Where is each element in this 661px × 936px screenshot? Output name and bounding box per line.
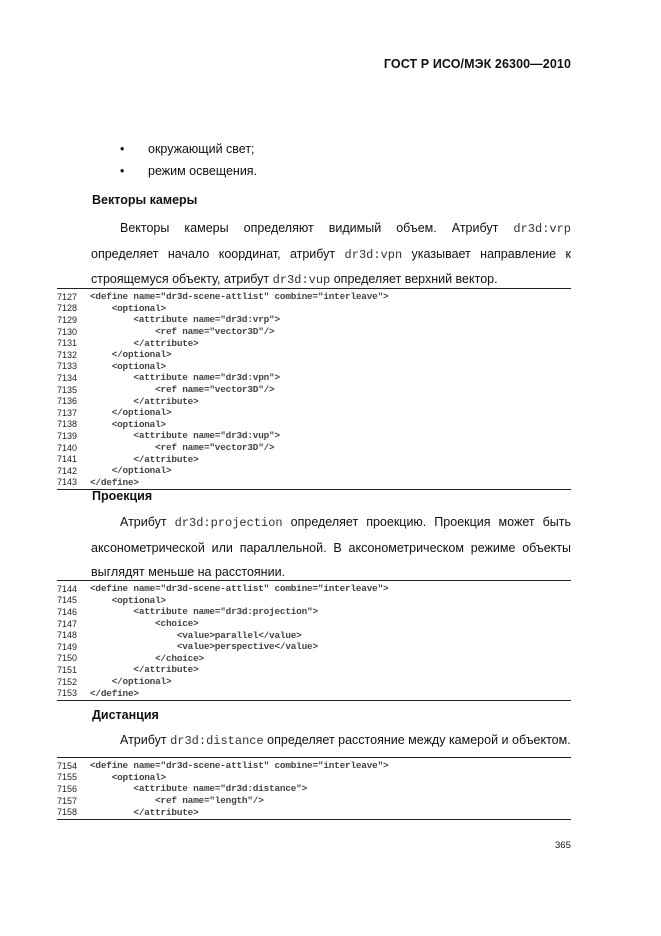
line-number: 7134 xyxy=(57,372,78,383)
line-number: 7132 xyxy=(57,349,78,360)
line-number: 7146 xyxy=(57,606,78,617)
line-number: 7145 xyxy=(57,595,78,606)
code-line xyxy=(57,629,571,641)
paragraph-text: Векторы камеры определяют видимый объем. Атрибут xyxy=(120,221,514,235)
code-text: </optional> xyxy=(90,465,172,477)
code-line xyxy=(57,772,571,784)
code-text: <choice> xyxy=(90,618,199,630)
code-text: <ref name="vector3D"/> xyxy=(90,326,275,338)
paragraph-text: определяет расстояние между камерой и объектом. xyxy=(263,733,571,747)
line-number: 7130 xyxy=(57,326,78,337)
line-number: 7150 xyxy=(57,653,78,664)
inline-code: dr3d:vrp xyxy=(513,222,571,236)
code-line xyxy=(57,372,571,384)
code-line xyxy=(57,806,571,818)
code-listing xyxy=(57,288,571,490)
page-number: 365 xyxy=(555,840,571,851)
code-text: </optional> xyxy=(90,407,172,419)
line-number: 7153 xyxy=(57,688,78,699)
code-line xyxy=(57,384,571,396)
code-text: </define> xyxy=(90,476,139,488)
paragraph-text: Атрибут xyxy=(120,733,171,747)
line-number: 7151 xyxy=(57,664,78,675)
section-heading-projection: Проекция xyxy=(92,489,153,503)
section-paragraph xyxy=(91,728,571,754)
code-text: <attribute name="dr3d:projection"> xyxy=(90,606,318,618)
code-line xyxy=(57,618,571,630)
paragraph-text: определяет начало координат, атрибут xyxy=(91,246,345,261)
line-number: 7155 xyxy=(57,772,78,783)
paragraph-text: Атрибут xyxy=(120,515,175,529)
code-line xyxy=(57,465,571,477)
bullet-item: • режим освещения. xyxy=(120,164,258,178)
code-text: </attribute> xyxy=(90,664,199,676)
line-number: 7154 xyxy=(57,760,78,771)
code-text: <ref name="length"/> xyxy=(90,795,264,807)
inline-code: dr3d:vup xyxy=(272,273,331,287)
code-text: </attribute> xyxy=(90,337,199,349)
line-number: 7157 xyxy=(57,795,78,806)
line-number: 7136 xyxy=(57,396,78,407)
inline-code: dr3d:distance xyxy=(170,734,264,748)
code-text: </attribute> xyxy=(90,395,199,407)
code-text: <define name="dr3d-scene-attlist" combine="interleave"> xyxy=(90,760,389,772)
line-number: 7127 xyxy=(57,291,78,302)
code-text: <attribute name="dr3d:vup"> xyxy=(90,430,280,442)
line-number: 7142 xyxy=(57,465,78,476)
code-text: </choice> xyxy=(90,652,204,664)
code-listing xyxy=(57,580,571,701)
code-line xyxy=(57,583,571,595)
code-line xyxy=(57,349,571,361)
code-line xyxy=(57,641,571,653)
line-number: 7139 xyxy=(57,430,78,441)
code-line xyxy=(57,453,571,465)
code-text: <attribute name="dr3d:vpn"> xyxy=(90,372,280,384)
code-line xyxy=(57,361,571,373)
code-line xyxy=(57,419,571,431)
code-line xyxy=(57,291,571,303)
code-line xyxy=(57,653,571,665)
code-text: <optional> xyxy=(90,771,166,783)
line-number: 7135 xyxy=(57,384,78,395)
paragraph-text: определяет проекцию. Проекция может быть аксонометрической или параллельной. В аксонометрическом режиме объекты выглядят меньше на расстоянии. xyxy=(91,515,571,579)
code-text: <ref name="vector3D"/> xyxy=(90,442,275,454)
code-text: <define name="dr3d-scene-attlist" combine="interleave"> xyxy=(90,583,389,595)
code-text: </optional> xyxy=(90,349,172,361)
inline-code: dr3d:projection xyxy=(174,516,283,530)
code-text: </attribute> xyxy=(90,453,199,465)
line-number: 7152 xyxy=(57,676,78,687)
line-number: 7144 xyxy=(57,583,78,594)
code-line xyxy=(57,795,571,807)
code-text: <attribute name="dr3d:distance"> xyxy=(90,783,308,795)
code-text: <define name="dr3d-scene-attlist" combine="interleave"> xyxy=(90,291,389,303)
line-number: 7147 xyxy=(57,618,78,629)
section-paragraph xyxy=(91,510,571,585)
bullet-item: • окружающий свет; xyxy=(120,142,255,156)
code-line xyxy=(57,760,571,772)
code-line xyxy=(57,606,571,618)
line-number: 7138 xyxy=(57,419,78,430)
code-line xyxy=(57,676,571,688)
line-number: 7149 xyxy=(57,641,78,652)
code-line xyxy=(57,664,571,676)
line-number: 7131 xyxy=(57,338,78,349)
code-line xyxy=(57,303,571,315)
code-text: <ref name="vector3D"/> xyxy=(90,384,275,396)
code-text: <optional> xyxy=(90,418,166,430)
section-heading-camera-vectors: Векторы камеры xyxy=(92,193,198,207)
code-line xyxy=(57,395,571,407)
line-number: 7158 xyxy=(57,807,78,818)
code-line xyxy=(57,326,571,338)
code-line xyxy=(57,687,571,699)
line-number: 7140 xyxy=(57,442,78,453)
section-paragraph xyxy=(91,216,571,293)
line-number: 7141 xyxy=(57,454,78,465)
line-number: 7129 xyxy=(57,314,78,325)
paragraph-text: указывает направление к строящемуся объекту, атрибут xyxy=(91,246,571,286)
paragraph-text: определяет верхний вектор. xyxy=(330,272,498,286)
code-text: </attribute> xyxy=(90,806,199,818)
code-line xyxy=(57,442,571,454)
line-number: 7148 xyxy=(57,630,78,641)
code-listing xyxy=(57,757,571,820)
code-line xyxy=(57,477,571,489)
code-line xyxy=(57,407,571,419)
section-heading-distance: Дистанция xyxy=(92,708,159,722)
bullet-list xyxy=(120,138,257,182)
line-number: 7156 xyxy=(57,783,78,794)
bullet-text: окружающий свет; xyxy=(148,142,255,156)
line-number: 7137 xyxy=(57,407,78,418)
code-text: <attribute name="dr3d:vrp"> xyxy=(90,314,280,326)
bullet-text: режим освещения. xyxy=(148,164,258,178)
code-line xyxy=(57,314,571,326)
line-number: 7128 xyxy=(57,303,78,314)
code-line xyxy=(57,783,571,795)
code-text: <value>perspective</value> xyxy=(90,641,318,653)
line-number: 7143 xyxy=(57,477,78,488)
line-number: 7133 xyxy=(57,361,78,372)
code-line xyxy=(57,337,571,349)
code-line xyxy=(57,430,571,442)
code-text: <optional> xyxy=(90,360,166,372)
code-text: <optional> xyxy=(90,302,166,314)
page-header-title: ГОСТ Р ИСО/МЭК 26300—2010 xyxy=(383,57,571,71)
code-text: <optional> xyxy=(90,594,166,606)
code-text: </define> xyxy=(90,687,139,699)
code-text: </optional> xyxy=(90,676,172,688)
inline-code: dr3d:vpn xyxy=(344,247,403,262)
code-line xyxy=(57,595,571,607)
code-text: <value>parallel</value> xyxy=(90,629,302,641)
